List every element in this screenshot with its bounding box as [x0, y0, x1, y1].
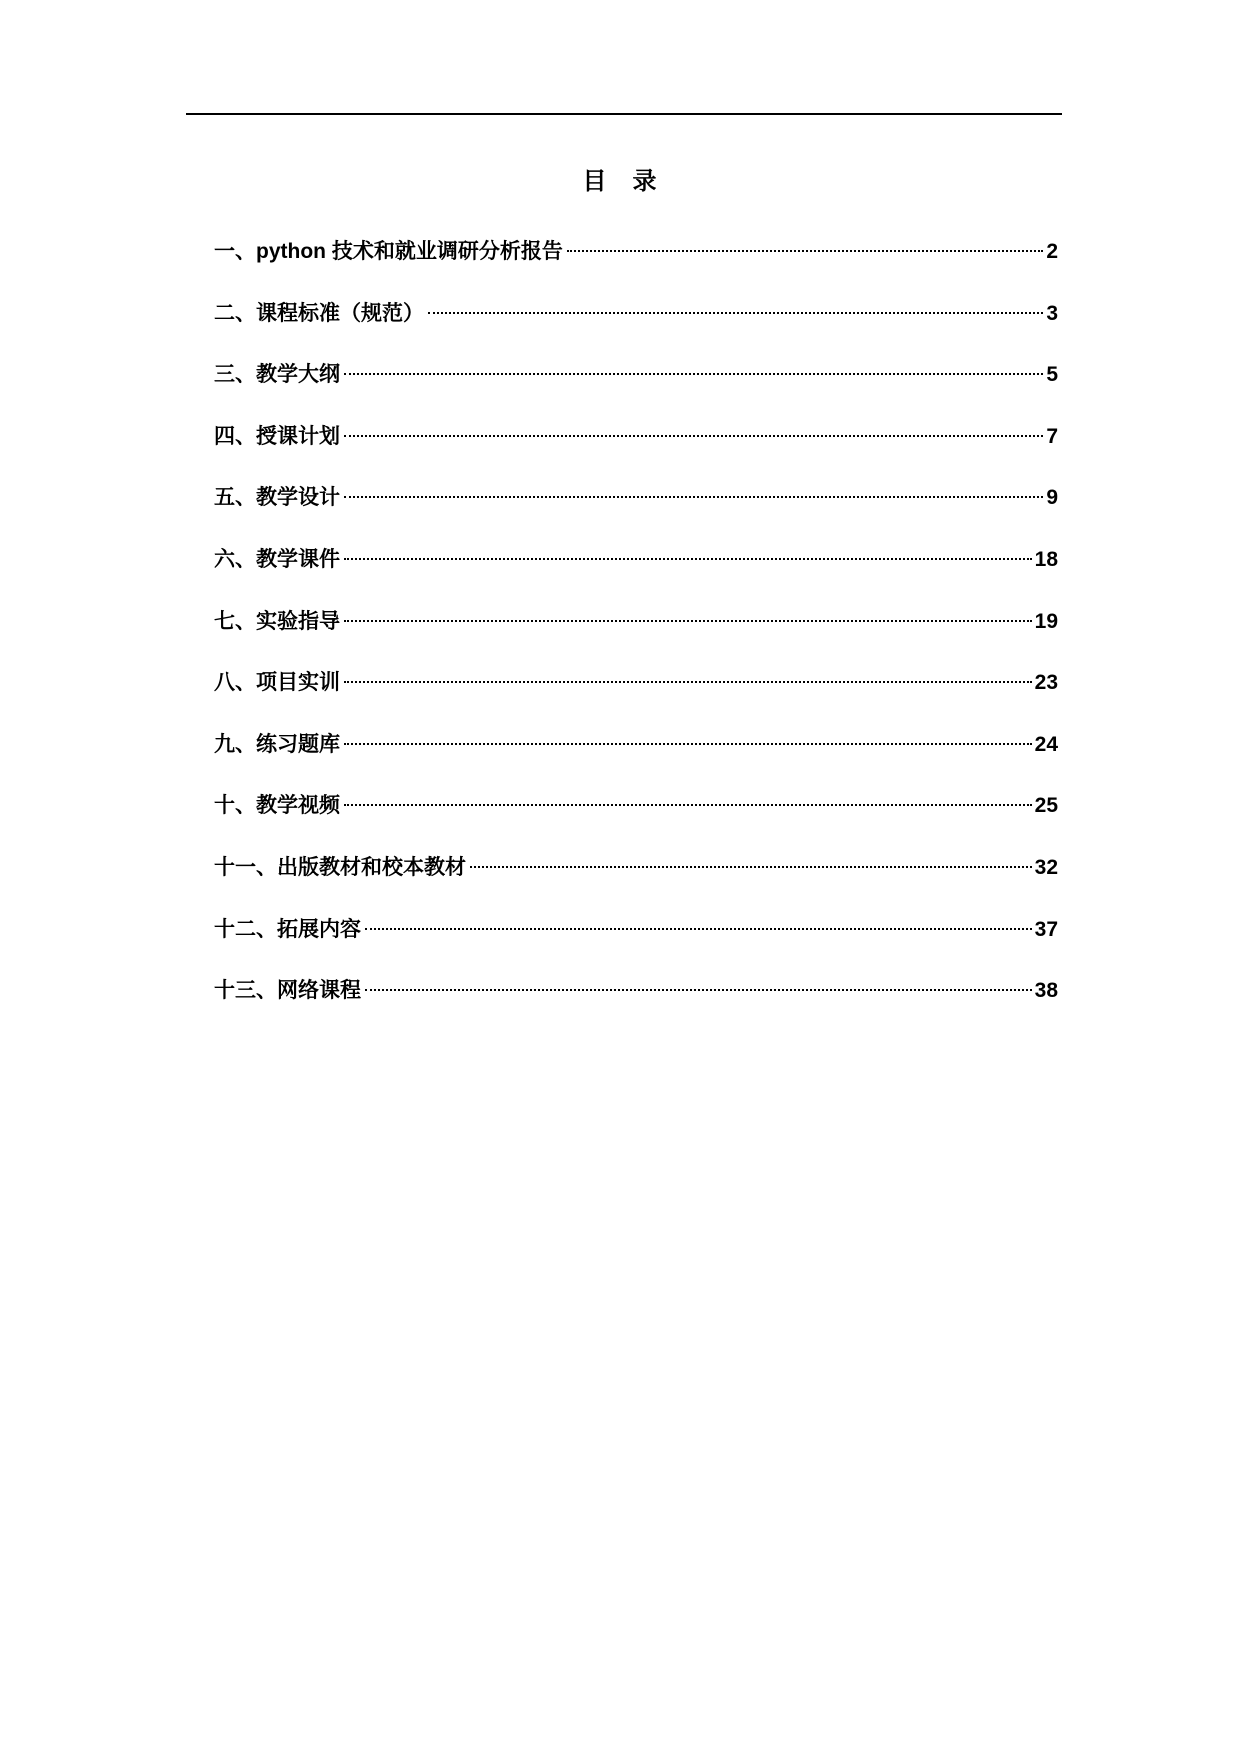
- toc-entry-label: 五、教学设计: [214, 486, 340, 510]
- toc-entry-page: 5: [1046, 363, 1058, 387]
- toc-entry-label: 二、课程标准（规范）: [214, 301, 424, 325]
- toc-leader: [344, 743, 1032, 745]
- toc-leader: [344, 435, 1043, 437]
- toc-entry[interactable]: [214, 788, 1058, 850]
- toc-entry-label: 十、教学视频: [214, 794, 340, 818]
- toc-entry-page: 2: [1046, 240, 1058, 263]
- toc-entry-page: 9: [1046, 486, 1058, 510]
- toc-entry-page: 19: [1034, 609, 1058, 633]
- toc-entry[interactable]: [214, 357, 1058, 419]
- toc-entry[interactable]: [214, 480, 1058, 542]
- toc-entry-page: 18: [1034, 547, 1058, 571]
- toc-entry-label: 一、python 技术和就业调研分析报告: [214, 240, 563, 263]
- toc-title: 目 录: [582, 168, 658, 195]
- toc-entry-page: 3: [1046, 301, 1058, 325]
- toc-entry[interactable]: [214, 665, 1058, 727]
- toc-entry-page: 32: [1034, 855, 1058, 879]
- toc-leader: [344, 804, 1032, 806]
- toc-entry[interactable]: [214, 850, 1058, 912]
- toc-leader: [344, 620, 1032, 622]
- toc-leader: [567, 250, 1043, 252]
- toc-entry-label: 九、练习题库: [214, 732, 340, 756]
- toc-entry[interactable]: [214, 973, 1058, 1035]
- toc-entry[interactable]: [214, 912, 1058, 974]
- toc-entry-page: 24: [1034, 732, 1058, 756]
- toc-leader: [344, 373, 1043, 375]
- toc-entry[interactable]: [214, 727, 1058, 789]
- toc-entry-page: 37: [1034, 917, 1058, 941]
- toc-leader: [365, 928, 1032, 930]
- toc-leader: [344, 496, 1043, 498]
- toc-entry-label: 七、实验指导: [214, 609, 340, 633]
- toc-entry-label: 三、教学大纲: [214, 363, 340, 387]
- header-rule: [186, 113, 1062, 115]
- toc-leader: [365, 989, 1032, 991]
- toc-entry-label: 十一、出版教材和校本教材: [214, 855, 466, 879]
- toc-entry-label: 八、项目实训: [214, 671, 340, 695]
- toc-entry-page: 25: [1034, 794, 1058, 818]
- toc-entry[interactable]: [214, 604, 1058, 666]
- toc-entry-label: 十二、拓展内容: [214, 917, 361, 941]
- toc-entry-label: 四、授课计划: [214, 424, 340, 448]
- toc-entry[interactable]: [214, 542, 1058, 604]
- toc-leader: [470, 866, 1032, 868]
- toc-entry-page: 38: [1034, 979, 1058, 1003]
- toc-leader: [344, 558, 1032, 560]
- toc-entry[interactable]: [214, 419, 1058, 481]
- toc-entry[interactable]: [214, 234, 1058, 296]
- toc-entry-page: 7: [1046, 424, 1058, 448]
- toc-entry[interactable]: [214, 296, 1058, 358]
- toc-entry-label: 十三、网络课程: [214, 979, 361, 1003]
- toc-list: [214, 234, 1058, 1035]
- toc-leader: [344, 681, 1032, 683]
- toc-entry-page: 23: [1034, 671, 1058, 695]
- toc-entry-label: 六、教学课件: [214, 547, 340, 571]
- toc-leader: [428, 312, 1043, 314]
